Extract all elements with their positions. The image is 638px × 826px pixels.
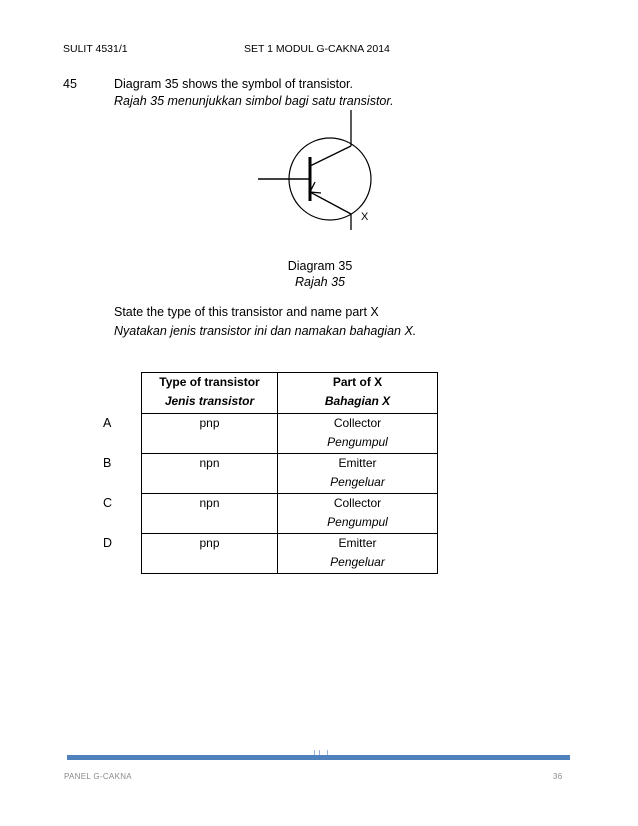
question-number: 45 (63, 77, 77, 91)
collector-diagonal (310, 146, 351, 166)
type-cell (142, 534, 278, 574)
answer-table (141, 372, 438, 574)
part-value-en: Emitter (338, 536, 377, 550)
part-value-ms: Pengumpul (327, 515, 388, 529)
emitter-arrow (310, 182, 321, 193)
footer-left: PANEL G-CAKNA (64, 772, 132, 781)
header-left: SULIT 4531/1 (63, 43, 128, 55)
table-header-row (142, 373, 438, 414)
type-cell (142, 454, 278, 494)
table-row (142, 534, 438, 574)
part-value-en: Collector (333, 416, 382, 430)
part-cell (278, 494, 438, 534)
part-value-ms: Pengeluar (330, 555, 385, 569)
type-cell (142, 414, 278, 454)
table-row (142, 414, 438, 454)
type-value: npn (199, 496, 220, 510)
question-text-en: Diagram 35 shows the symbol of transistor. (114, 77, 353, 91)
type-value: pnp (199, 416, 220, 430)
header-type-ms: Jenis transistor (164, 394, 255, 408)
option-a-label[interactable]: A (103, 416, 112, 430)
type-cell (142, 494, 278, 534)
part-value-ms: Pengumpul (327, 435, 388, 449)
type-value: pnp (199, 536, 220, 550)
header-part (278, 373, 438, 414)
page-number: 36 (553, 772, 563, 781)
option-c-label[interactable]: C (103, 496, 113, 510)
emitter-diagonal (310, 192, 351, 214)
header-type (142, 373, 278, 414)
header-type-en: Type of transistor (159, 375, 260, 389)
label-x: X (361, 211, 369, 223)
option-b-label[interactable]: B (103, 456, 112, 470)
part-value-en: Collector (333, 496, 382, 510)
table-row (142, 494, 438, 534)
diagram-caption-ms: Rajah 35 (294, 275, 346, 289)
transistor-diagram (250, 110, 390, 230)
question-text-ms: Rajah 35 menunjukkan simbol bagi satu transistor. (114, 94, 394, 108)
part-value-en: Emitter (338, 456, 377, 470)
part-cell (278, 454, 438, 494)
instruction-en: State the type of this transistor and name part X (114, 305, 379, 319)
diagram-caption-en: Diagram 35 (287, 259, 353, 273)
header-center: SET 1 MODUL G-CAKNA 2014 (244, 43, 390, 55)
header-part-en: Part of X (332, 375, 383, 389)
part-value-ms: Pengeluar (330, 475, 385, 489)
part-cell (278, 414, 438, 454)
option-d-label[interactable]: D (103, 536, 113, 550)
type-value: npn (199, 456, 220, 470)
footer-bar (67, 755, 570, 760)
part-cell (278, 534, 438, 574)
table-row (142, 454, 438, 494)
header-part-ms: Bahagian X (324, 394, 391, 408)
instruction-ms: Nyatakan jenis transistor ini dan namakan bahagian X. (114, 324, 417, 338)
